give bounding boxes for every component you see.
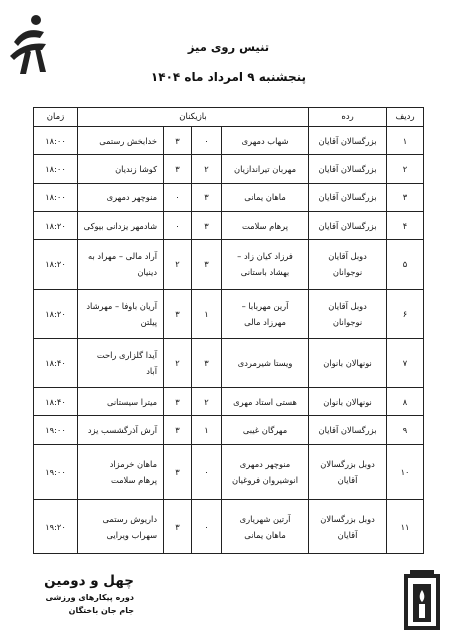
- table-header-row: [34, 108, 424, 127]
- score-two: ۳: [164, 416, 192, 444]
- table-row: [34, 444, 424, 500]
- player-two-cell-line: آریان باوفا – مهرشاد: [86, 300, 158, 311]
- event-name: چهل و دومین: [44, 573, 134, 589]
- player-one-cell-line: هستی استاد مهری: [233, 396, 297, 407]
- score-one: ۲: [192, 388, 222, 416]
- row-number: ۲: [387, 155, 424, 183]
- player-one-cell-line: مهرگان غیبی: [242, 425, 288, 436]
- category-cell-line: نونهالان بانوان: [323, 357, 372, 368]
- score-two: ۳: [164, 289, 192, 338]
- score-one: ۱: [192, 416, 222, 444]
- match-time: ۱۹:۰۰: [34, 416, 78, 444]
- category-cell-line: بزرگسالان آقایان: [318, 135, 377, 146]
- score-one: ۰: [192, 444, 222, 500]
- score-two: ۰: [164, 183, 192, 211]
- row-number: ۳: [387, 183, 424, 211]
- player-one-cell-line: آرتین شهریاری: [239, 513, 291, 524]
- category-cell-line: نونهالان بانوان: [323, 396, 372, 407]
- player-one-cell: [222, 240, 309, 289]
- category-cell-line: دوبل آقایان: [328, 251, 367, 262]
- score-two: ۲: [164, 338, 192, 387]
- score-one: ۱: [192, 289, 222, 338]
- match-time: ۱۸:۲۰: [34, 240, 78, 289]
- table-row: [34, 289, 424, 338]
- score-one: ۰: [192, 500, 222, 554]
- match-time: ۱۹:۲۰: [34, 500, 78, 554]
- player-two-cell-line: آیدا گلزاری راحت: [96, 349, 158, 360]
- player-two-cell: [78, 127, 164, 155]
- row-number: ۱: [387, 127, 424, 155]
- col-header-row-number: ردیف: [387, 108, 424, 127]
- player-two-cell-line: پیلتن: [140, 316, 158, 327]
- player-two-cell-line: خدابخش رستمی: [99, 135, 158, 146]
- player-one-cell: [222, 416, 309, 444]
- player-two-cell-line: پرهام سلامت: [110, 475, 158, 486]
- score-one: ۳: [192, 338, 222, 387]
- row-number: ۹: [387, 416, 424, 444]
- player-one-cell: [222, 338, 309, 387]
- player-one-cell: [222, 289, 309, 338]
- match-time: ۱۸:۴۰: [34, 338, 78, 387]
- score-two: ۳: [164, 155, 192, 183]
- match-time: ۱۸:۴۰: [34, 388, 78, 416]
- match-time: ۱۹:۰۰: [34, 444, 78, 500]
- player-one-cell-line: ماهان یمانی: [244, 192, 286, 203]
- table-row: [34, 500, 424, 554]
- score-two: ۳: [164, 500, 192, 554]
- category-cell: [309, 155, 387, 183]
- category-cell: [309, 127, 387, 155]
- player-one-cell: [222, 500, 309, 554]
- score-one: ۳: [192, 240, 222, 289]
- col-header-time: زمان: [34, 108, 78, 127]
- row-number: ۴: [387, 211, 424, 239]
- category-cell-line: دوبل بزرگسالان: [320, 513, 375, 524]
- schedule-body: [34, 127, 424, 554]
- score-two: ۲: [164, 240, 192, 289]
- player-two-cell: [78, 444, 164, 500]
- player-two-cell-line: کوشا زندیان: [115, 163, 158, 174]
- player-one-cell-line: بهشاد باستانی: [240, 267, 290, 278]
- category-cell-line: بزرگسالان آقایان: [318, 220, 377, 231]
- row-number: ۱۱: [387, 500, 424, 554]
- col-header-players: بازیکنان: [78, 108, 309, 127]
- category-cell-line: نوجوانان: [332, 267, 363, 278]
- player-two-cell: [78, 388, 164, 416]
- match-time: ۱۸:۰۰: [34, 127, 78, 155]
- table-row: [34, 240, 424, 289]
- category-cell-line: آقایان: [337, 529, 358, 540]
- category-cell: [309, 444, 387, 500]
- player-one-cell-line: ماهان یمانی: [244, 529, 286, 540]
- category-cell: [309, 416, 387, 444]
- category-cell-line: بزرگسالان آقایان: [318, 163, 377, 174]
- event-series: دوره پیکارهای ورزشی: [45, 593, 134, 602]
- table-row: [34, 127, 424, 155]
- player-one-cell-line: مهرزاد مالی: [244, 316, 286, 327]
- schedule-table: [33, 107, 424, 554]
- category-cell-line: نوجوانان: [332, 316, 363, 327]
- category-cell-line: بزرگسالان آقایان: [318, 192, 377, 203]
- category-cell: [309, 388, 387, 416]
- page-title: تنیس روی میز: [187, 40, 270, 54]
- match-time: ۱۸:۰۰: [34, 183, 78, 211]
- player-two-cell: [78, 289, 164, 338]
- player-two-cell-line: ماهان خرمزاد: [109, 459, 158, 470]
- table-row: [34, 338, 424, 387]
- player-two-cell: [78, 500, 164, 554]
- player-one-cell: [222, 127, 309, 155]
- match-time: ۱۸:۰۰: [34, 155, 78, 183]
- player-one-cell-line: منوچهر دمهری: [239, 459, 291, 470]
- player-one-cell-line: ویستا شیرمردی: [237, 357, 293, 368]
- player-two-cell-line: داریوش رستمی: [102, 513, 158, 524]
- score-one: ۲: [192, 155, 222, 183]
- player-one-cell: [222, 211, 309, 239]
- match-time: ۱۸:۲۰: [34, 289, 78, 338]
- category-cell: [309, 500, 387, 554]
- player-two-cell-line: آراد مالی – مهراد به: [88, 251, 158, 262]
- player-one-cell: [222, 388, 309, 416]
- event-branding: [14, 572, 134, 617]
- player-two-cell-line: میترا سیستانی: [106, 396, 158, 407]
- player-two-cell-line: آرش آذرگشسب یزد: [87, 425, 158, 436]
- table-row: [34, 388, 424, 416]
- player-one-cell-line: مهربان تیراندازیان: [234, 163, 297, 174]
- row-number: ۸: [387, 388, 424, 416]
- player-two-cell: [78, 183, 164, 211]
- player-one-cell-line: فرزاد کیان زاد –: [237, 251, 293, 262]
- table-row: [34, 183, 424, 211]
- player-one-cell-line: پرهام سلامت: [242, 220, 289, 231]
- row-number: ۱۰: [387, 444, 424, 500]
- player-two-cell-line: منوچهر دمهری: [106, 192, 158, 203]
- category-cell: [309, 211, 387, 239]
- player-two-cell: [78, 416, 164, 444]
- player-one-cell-line: انوشیروان فروغیان: [232, 475, 299, 486]
- player-two-cell-line: سهراب ویرایی: [106, 529, 158, 540]
- player-two-cell-line: شادمهر یزدانی بیوکی: [83, 220, 158, 231]
- row-number: ۷: [387, 338, 424, 387]
- category-cell-line: دوبل آقایان: [328, 300, 367, 311]
- category-cell: [309, 240, 387, 289]
- score-one: ۳: [192, 211, 222, 239]
- player-two-cell: [78, 338, 164, 387]
- player-one-cell: [222, 444, 309, 500]
- player-two-cell: [78, 155, 164, 183]
- row-number: ۵: [387, 240, 424, 289]
- player-two-cell: [78, 240, 164, 289]
- player-one-cell: [222, 183, 309, 211]
- player-two-cell-line: آباد: [146, 365, 158, 376]
- table-row: [34, 155, 424, 183]
- torch-emblem-icon: [404, 568, 440, 630]
- player-two-cell-line: دینیان: [137, 267, 158, 278]
- category-cell: [309, 338, 387, 387]
- score-one: ۰: [192, 127, 222, 155]
- event-cup: جام جان باختگان: [68, 606, 134, 615]
- page-date: پنجشنبه ۹ امرداد ماه ۱۴۰۴: [150, 70, 307, 84]
- category-cell: [309, 289, 387, 338]
- score-one: ۳: [192, 183, 222, 211]
- score-two: ۳: [164, 388, 192, 416]
- category-cell-line: آقایان: [337, 475, 358, 486]
- score-two: ۳: [164, 444, 192, 500]
- table-row: [34, 416, 424, 444]
- row-number: ۶: [387, 289, 424, 338]
- score-two: ۳: [164, 127, 192, 155]
- player-two-cell: [78, 211, 164, 239]
- match-time: ۱۸:۲۰: [34, 211, 78, 239]
- category-cell: [309, 183, 387, 211]
- player-one-cell: [222, 155, 309, 183]
- category-cell-line: بزرگسالان آقایان: [318, 425, 377, 436]
- score-two: ۰: [164, 211, 192, 239]
- col-header-category: رده: [309, 108, 387, 127]
- category-cell-line: دوبل بزرگسالان: [320, 459, 375, 470]
- table-row: [34, 211, 424, 239]
- player-one-cell-line: آرین مهربابا –: [241, 300, 289, 311]
- player-one-cell-line: شهاب دمهری: [241, 135, 289, 146]
